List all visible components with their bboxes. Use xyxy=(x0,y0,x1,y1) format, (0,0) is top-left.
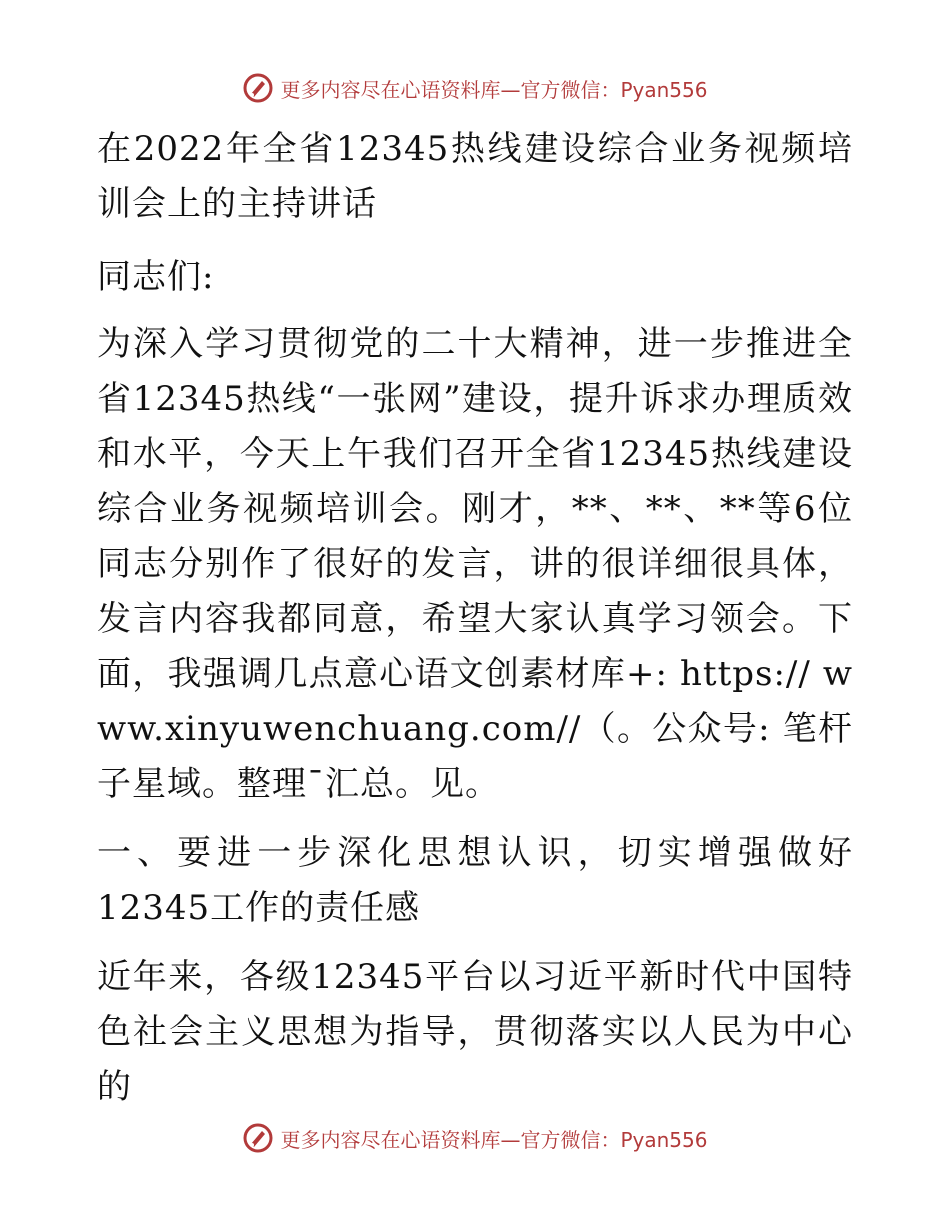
banner-text: 更多内容尽在心语资料库—官方微信：Pyan556 xyxy=(280,77,708,102)
paragraph-intro: 为深入学习贯彻党的二十大精神，进一步推进全省12345热线“一张网”建设，提升诉求办理质效和水平，今天上午我们召开全省12345热线建设综合业务视频培训会。刚才，**、**、**等6位同志分别作了很好的发言，讲的很详细很具体，发言内容我都同意，希望大家认真学习领会。下面，我强调几点意心语文创素材库+: https:// www.xinyuwenchuang.com//（。公众号: 笔杆子星域。整理¯汇总。见。 xyxy=(97,324,853,804)
section-heading-1: 一、要进一步深化思想认识，切实增强做好12345工作的责任感 xyxy=(97,833,853,928)
greeting: 同志们: xyxy=(97,257,215,297)
header-watermark-banner xyxy=(0,72,950,104)
banner-text: 更多内容尽在心语资料库—官方微信：Pyan556 xyxy=(280,1127,708,1152)
paragraph-section-1: 近年来，各级12345平台以习近平新时代中国特色社会主义思想为指导，贯彻落实以人民为中心的 xyxy=(97,957,853,1107)
document-body xyxy=(97,122,853,1129)
pen-seal-icon xyxy=(242,72,274,104)
pen-seal-icon xyxy=(242,1122,274,1154)
document-title: 在2022年全省12345热线建设综合业务视频培训会上的主持讲话 xyxy=(97,129,853,224)
footer-watermark-banner xyxy=(0,1122,950,1154)
